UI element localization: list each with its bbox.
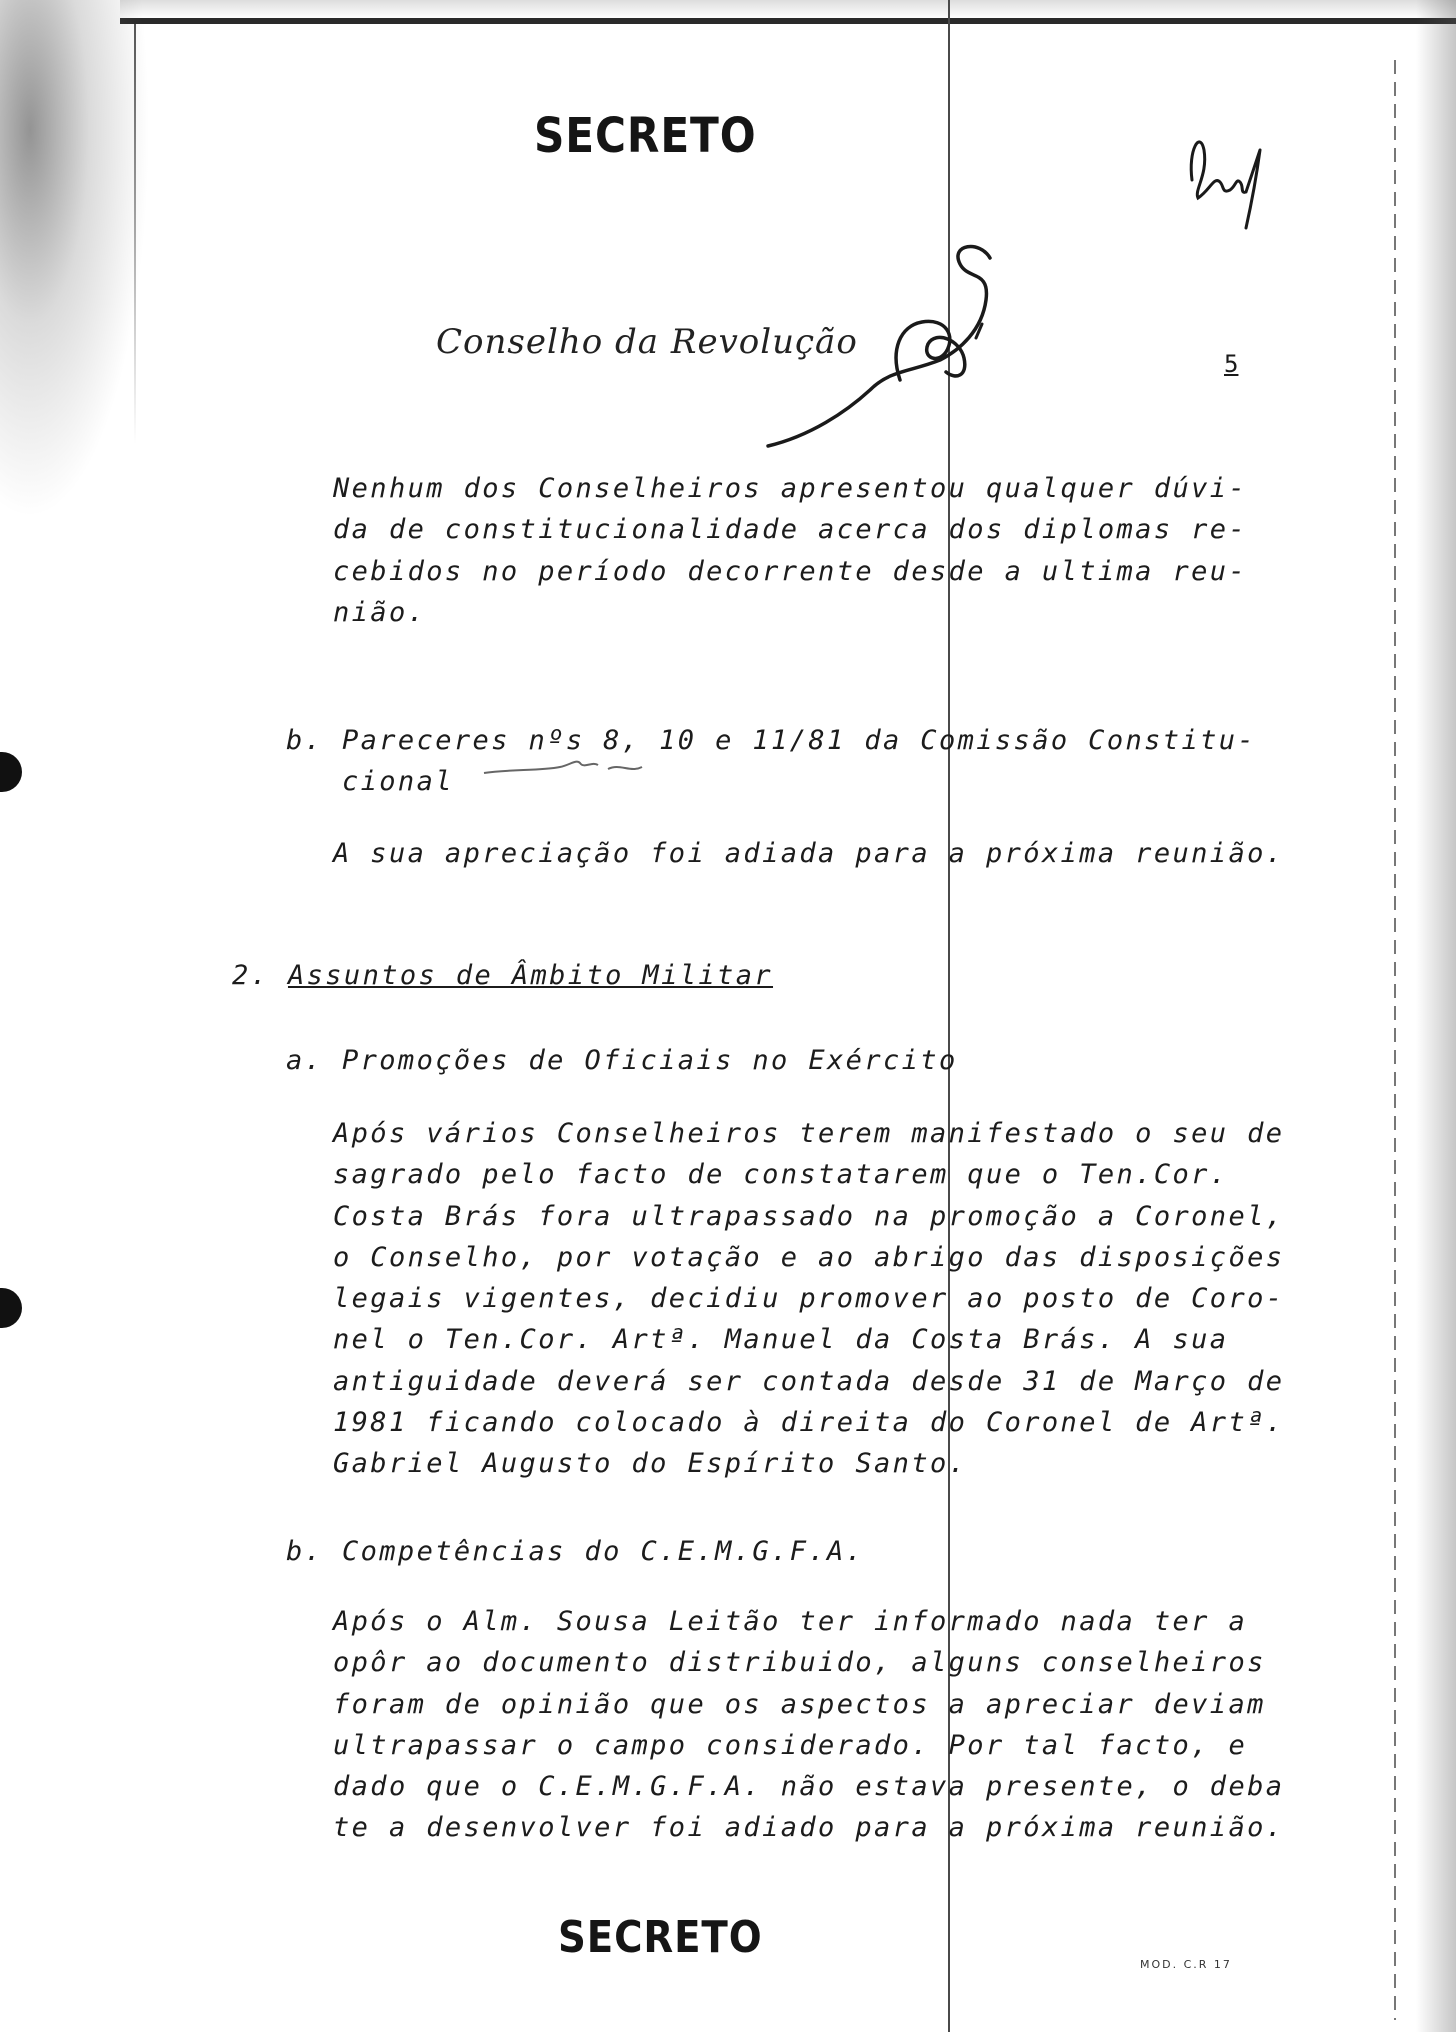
signature xyxy=(750,240,1030,460)
margin-rule-right xyxy=(1394,60,1396,2020)
punch-hole xyxy=(0,752,22,792)
item-2a-text: Após vários Conselheiros terem manifestado o seu de sagrado pelo facto de constatarem que o Ten.Cor. Costa Brás fora ultrapassado na promoção a Coronel, o Conselho, por votação e ao abrigo das disposições legais vigentes, decidiu promover ao posto de Coro- nel o Ten.Cor. Artª. Manuel da Costa Brás. A sua antiguidade deverá ser contada desde 31 de Março de 1981 ficando colocado à direita do Coronel de Artª. Gabriel Augusto do Espírito Santo. xyxy=(333,1118,1285,1480)
page-number: 5 xyxy=(1224,350,1239,378)
scan-shadow-top xyxy=(120,0,1456,18)
section-2-heading xyxy=(232,955,773,996)
item-2a-heading: a. Promoções de Oficiais no Exército xyxy=(286,1045,958,1076)
scan-shadow-right xyxy=(1416,0,1456,2032)
pencil-scribble xyxy=(480,755,660,785)
letterhead: Conselho da Revolução xyxy=(436,322,858,362)
scan-edge-top xyxy=(120,18,1456,24)
item-b-text: A sua apreciação foi adiada para a próxima reunião. xyxy=(333,838,1285,869)
item-2b-heading: b. Competências do C.E.M.G.F.A. xyxy=(286,1536,865,1567)
page-border-left xyxy=(134,24,136,444)
punch-hole xyxy=(0,1288,22,1328)
handwritten-initials xyxy=(1180,120,1270,230)
paragraph-constitutionality: Nenhum dos Conselheiros apresentou qualquer dúvi- da de constitucionalidade acerca dos diplomas re- cebidos no período decorrente desde a ultima reu- nião. xyxy=(333,473,1248,628)
scan-smudge-left xyxy=(0,0,150,520)
section-2-number: 2. xyxy=(232,960,288,991)
form-code: MOD. C.R 17 xyxy=(1140,1958,1232,1971)
section-2-title: Assuntos de Âmbito Militar xyxy=(287,960,774,991)
classification-stamp-bottom: SECRETO xyxy=(558,1912,763,1963)
item-b-heading: b. Pareceres nºs 8, 10 e 11/81 da Comissão Constitu- cional xyxy=(286,725,1257,798)
classification-stamp-top: SECRETO xyxy=(534,108,757,164)
item-2b-text: Após o Alm. Sousa Leitão ter informado nada ter a opôr ao documento distribuido, alguns conselheiros foram de opinião que os aspectos a apreciar deviam ultrapassar o campo considerado. Por tal facto, e dado que o C.E.M.G.F.A. não estava presente, o deba te a desenvolver foi adiado para a próxima reunião. xyxy=(333,1606,1285,1844)
